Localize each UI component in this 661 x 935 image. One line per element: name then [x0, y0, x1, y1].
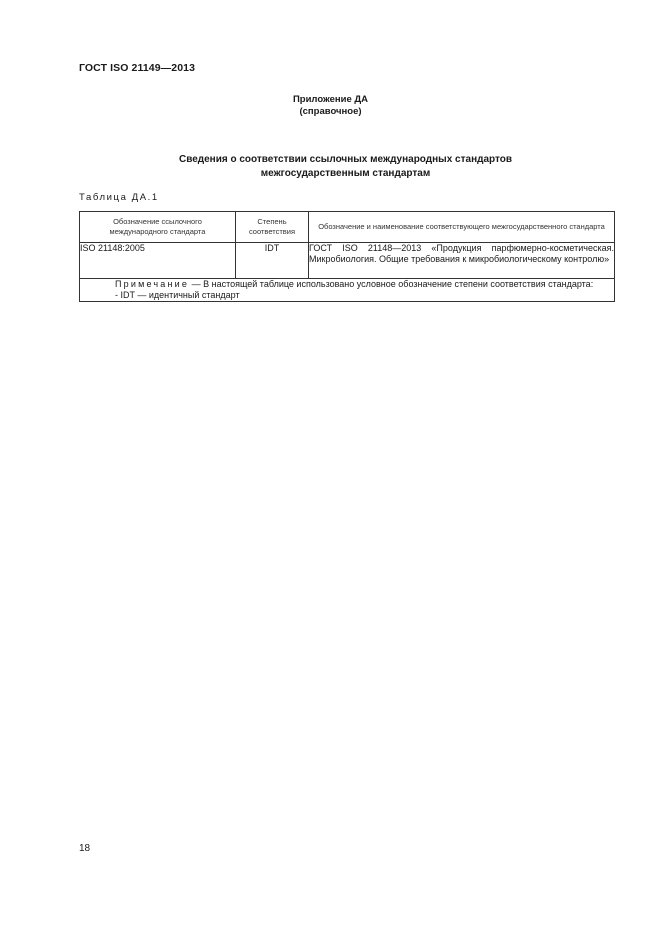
reference-standards-table	[79, 211, 615, 302]
note-body: — В настоящей таблице использовано условное обозначение степени соответствия стандарта:	[189, 279, 594, 289]
document-standard-code: ГОСТ ISO 21149—2013	[79, 62, 196, 74]
cell-interstate-standard: ГОСТ ISO 21148—2013 «Продукция парфюмерно-косметическая. Микробиология. Общие требования к микробиологическому контролю»	[309, 243, 615, 279]
column-header-reference-standard: Обозначение ссылочного международного стандарта	[80, 212, 236, 243]
page-number: 18	[79, 843, 91, 854]
section-title-line1: Сведения о соответствии ссылочных международных стандартов	[178, 154, 513, 165]
appendix-heading	[0, 94, 661, 118]
table-note	[80, 279, 615, 302]
table-caption: Таблица ДА.1	[79, 192, 159, 203]
note-item: - IDT — идентичный стандарт	[115, 290, 240, 300]
note-label: Примечание	[115, 279, 190, 289]
column-header-interstate-standard: Обозначение и наименование соответствующего межгосударственного стандарта	[309, 212, 615, 243]
appendix-title: Приложение ДА	[292, 94, 369, 105]
section-title-line2: межгосударственным стандартам	[260, 168, 431, 179]
table-header-row	[80, 212, 615, 243]
table-note-row	[80, 279, 615, 302]
cell-degree: IDT	[236, 243, 309, 279]
column-header-degree: Степень соответствия	[236, 212, 309, 243]
note-text	[80, 279, 614, 290]
section-title	[0, 153, 661, 181]
appendix-subtitle: (справочное)	[299, 106, 362, 117]
cell-reference-standard: ISO 21148:2005	[80, 243, 236, 279]
table-row	[80, 243, 615, 279]
